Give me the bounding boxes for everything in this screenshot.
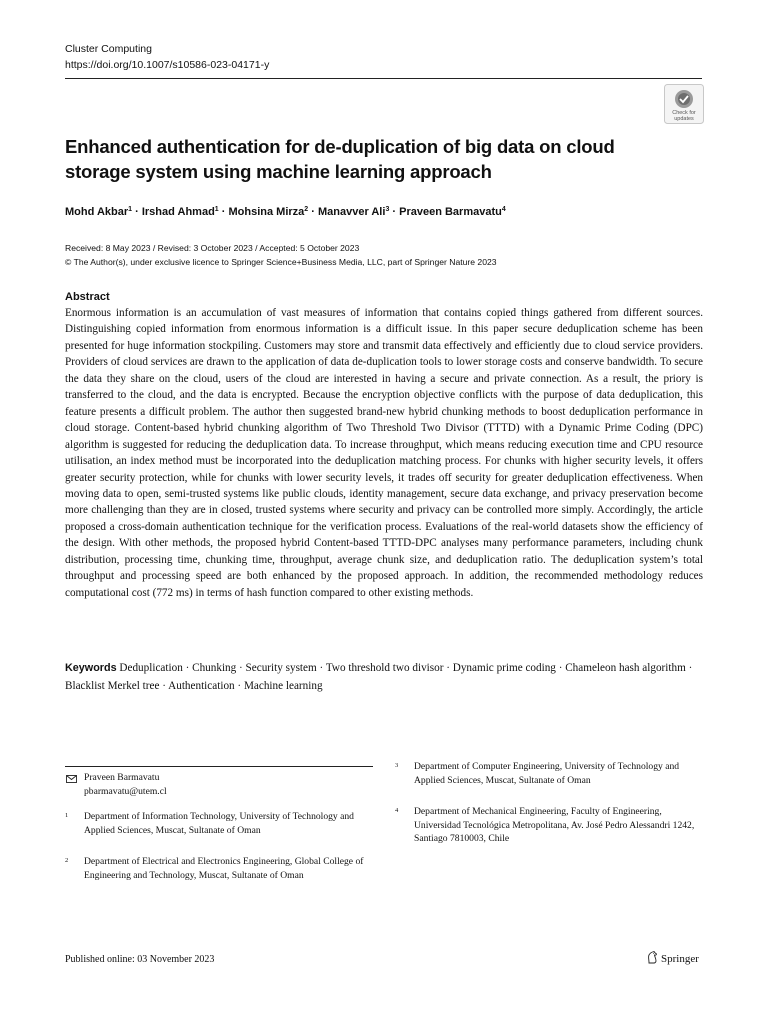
abstract-heading: Abstract: [65, 291, 110, 303]
badge-line1: Check for: [672, 110, 696, 116]
keywords-text: Deduplication · Chunking · Security system · Two threshold two divisor · Dynamic prime coding · Chameleon hash algorithm · Blacklist Merkel tree · Authentication · Machine learning: [65, 662, 693, 692]
keywords-label: Keywords: [65, 662, 117, 674]
publication-dates: [65, 241, 705, 269]
published-online: Published online: 03 November 2023: [65, 954, 215, 965]
publisher-name: Springer: [661, 953, 699, 965]
copyright-line: © The Author(s), under exclusive licence to Springer Science+Business Media, LLC, part of Springer Nature 2023: [65, 257, 497, 267]
author-separator: ·: [389, 206, 400, 218]
header-rule: [65, 78, 702, 79]
author-affiliation-marker: 3: [385, 206, 390, 213]
journal-name: Cluster Computing: [65, 43, 152, 55]
author-separator: ·: [218, 206, 229, 218]
author-name[interactable]: Praveen Barmavatu: [399, 206, 502, 218]
affiliation-number: 2: [65, 857, 69, 864]
abstract-text: Enormous information is an accumulation of vast measures of information that contains copied things gathered from different sources. Distinguishing copied information from enormous information is a difficult issue. In this paper secure deduplication scheme has been presented for huge information stockpiling. Customers may store and transmit data effectively and efficiently due to cloud service providers. Providers of cloud services are drawn to the application of data de-duplication tools to lower storage costs and conserve bandwidth. To secure the data they share on the cloud, users of the cloud are interested in having a secure and private connection. As a result, the priory is transferred to the cloud, and the data is encrypted. Because the encryption objective conflicts with the purpose of data deduplication, this feature presents a difficult problem. The author then suggested brand-new hybrid chunking methods to boost deduplication performance in cloud storage. Content-based hybrid chunking algorithm of Two Threshold Two Divisor (TTTD) with a Dynamic Prime Coding (DPC) algorithm is suggested for reducing the deduplication data. To increase throughput, which means reducing execution time and CPU resource utilisation, an index method must be incorporated into the deduplication matching process. For chunks with higher security levels, it offers greater security protection, while for chunks with lower security levels, it trades off security for greater deduplication effectiveness. When moving data to open, semi-trusted systems like public clouds, identity management, secure data exchange, and privacy preservation become more challenging than they are in closed, trusted systems where security and privacy can be controlled more simply. Accordingly, the article proposed a cross-domain authentication technique for the verification process. Evaluations of the real-world datasets show the efficiency of the design. With other methods, the proposed hybrid Content-based TTTD-DPC analyses many performance parameters, including chunk distribution, processing time, chunking time, throughput, average chunk size, and deduplication ratio. The deduplication system’s total throughput and processing speed are both enhanced by the proposed approach. In addition, the recommended methodology reduces computational cost (772 ms) in terms of hash function compared to other existing methods.: [65, 307, 703, 599]
paper-title: Enhanced authentication for de-duplication of big data on cloud storage system using machine learning approach: [65, 136, 615, 182]
footnote-rule: [65, 766, 373, 767]
affiliation-number: 4: [395, 807, 399, 814]
affiliation-number: 1: [65, 812, 69, 819]
corresponding-email[interactable]: pbarmavatu@utem.cl: [84, 785, 167, 797]
envelope-icon: [66, 774, 77, 788]
author-name[interactable]: Irshad Ahmad: [141, 206, 215, 218]
affiliation-number: 3: [395, 762, 399, 769]
author-affiliation-marker: 1: [214, 206, 219, 213]
keywords-block: [65, 659, 703, 695]
author-affiliation-marker: 2: [304, 206, 309, 213]
author-name[interactable]: Manavver Ali: [317, 206, 386, 218]
author-separator: ·: [308, 206, 318, 218]
author-separator: ·: [132, 206, 142, 218]
affiliation-text: Department of Electrical and Electronics Engineering, Global College of Engineering and Technology, Muscat, Sultanate of Oman: [84, 856, 364, 881]
author-affiliation-marker: 1: [128, 206, 133, 213]
affiliation-text: Department of Information Technology, University of Technology and Applied Sciences, Muscat, Sultanate of Oman: [84, 811, 354, 836]
badge-line2: updates: [674, 116, 694, 122]
check-for-updates-icon[interactable]: [664, 84, 704, 124]
journal-header: [65, 41, 269, 73]
affiliation-text: Department of Mechanical Engineering, Faculty of Engineering, Universidad Tecnológica Metropolitana, Av. José Pedro Alessandri 1242, Santiago 7810003, Chile: [414, 806, 695, 844]
author-list: [65, 205, 705, 219]
author-affiliation-marker: 4: [501, 206, 506, 213]
publisher-logo: [646, 950, 699, 968]
doi-link[interactable]: https://doi.org/10.1007/s10586-023-04171-y: [65, 59, 270, 71]
author-name[interactable]: Mohsina Mirza: [228, 206, 305, 218]
corresponding-name: Praveen Barmavatu: [84, 772, 160, 783]
author-name[interactable]: Mohd Akbar: [65, 206, 129, 218]
dates-line: Received: 8 May 2023 / Revised: 3 October 2023 / Accepted: 5 October 2023: [65, 243, 360, 253]
springer-horse-icon: [646, 950, 658, 969]
affiliation-text: Department of Computer Engineering, University of Technology and Applied Sciences, Muscat, Sultanate of Oman: [414, 761, 680, 786]
